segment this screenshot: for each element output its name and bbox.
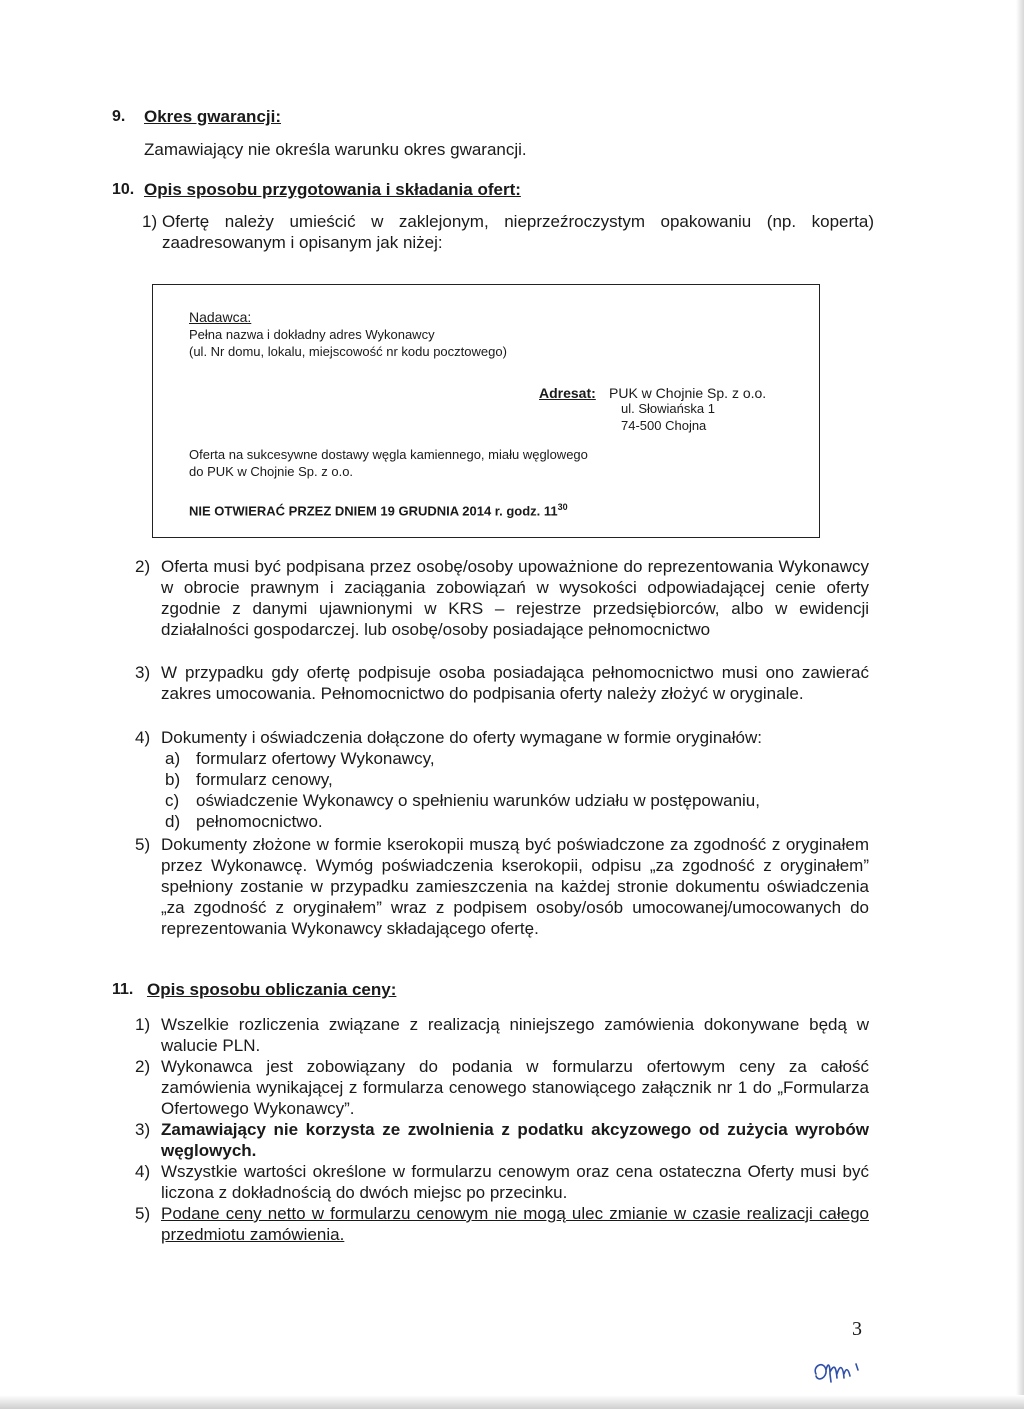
section-9-number: 9.	[112, 108, 126, 125]
item-4-sub-c-text: oświadczenie Wykonawcy o spełnieniu warunków udziału w postępowaniu,	[196, 791, 760, 810]
page-bottom-shadow	[0, 1395, 1024, 1409]
item-4-sub-b-letter: b)	[165, 770, 181, 789]
section-11-item-3-number: 3)	[135, 1120, 151, 1139]
section-9-text: Zamawiający nie określa warunku okres gwarancji.	[144, 140, 527, 159]
section-11-item-4-text: Wszystkie wartości określone w formularzu cenowym oraz cena ostateczna Oferty musi być liczona z dokładnością do dwóch miejsc po przecinku.	[161, 1162, 869, 1202]
section-9-title: Okres gwarancji:	[144, 107, 282, 126]
addressee-line-2: ul. Słowiańska 1	[621, 401, 715, 416]
section-10-item-4-text: Dokumenty i oświadczenia dołączone do oferty wymagane w formie oryginałów:	[161, 728, 762, 747]
item-4-sub-c-letter: c)	[165, 791, 180, 810]
item-4-sub-d-text: pełnomocnictwo.	[196, 812, 323, 831]
addressee-line-1: PUK w Chojnie Sp. z o.o.	[609, 385, 767, 401]
addressee-line-3: 74-500 Chojna	[621, 418, 707, 433]
offer-line-1: Oferta na sukcesywne dostawy węgla kamiennego, miału węglowego	[189, 447, 588, 462]
offer-line-2: do PUK w Chojnie Sp. z o.o.	[189, 464, 354, 479]
section-10-item-1-line-1: Ofertę należy umieścić w zaklejonym, nieprzeźroczystym opakowaniu (np. koperta)	[162, 212, 874, 231]
sender-label: Nadawca:	[189, 309, 252, 325]
section-11-item-5-text: Podane ceny netto w formularzu cenowym nie mogą ulec zmianie w czasie realizacji całego przedmiotu zamówienia.	[161, 1204, 869, 1244]
sender-line-1: Pełna nazwa i dokładny adres Wykonawcy	[189, 327, 435, 342]
section-10-number: 10.	[112, 181, 135, 198]
page-number: 3	[852, 1318, 862, 1340]
section-11-item-2-text: Wykonawca jest zobowiązany do podania w formularzu ofertowym ceny za całość zamówienia wynikającej z formularza cenowego stanowiącego załącznik nr 1 do „Formularza Ofertowego Wykonawcy”.	[161, 1057, 869, 1118]
section-10-item-3-text: W przypadku gdy ofertę podpisuje osoba posiadająca pełnomocnictwo musi ono zawierać zakres umocowania. Pełnomocnictwo do podpisania oferty należy złożyć w oryginale.	[161, 663, 869, 703]
section-10-item-5-text: Dokumenty złożone w formie kserokopii muszą być poświadczone za zgodność z oryginałem przez Wykonawcę. Wymóg poświadczenia kserokopii, odpisu „za zgodność z oryginałem” spełniony zostanie w przypadku zamieszczenia na każdej stronie dokumentu oświadczenia „za zgodność z oryginałem” wraz z podpisem osoby/osób umocowanej/umocowanych do reprezentowania Wykonawcy składającego ofertę.	[161, 835, 869, 938]
addressee-label: Adresat:	[539, 385, 596, 401]
section-10-item-2-text: Oferta musi być podpisana przez osobę/osoby upoważnione do reprezentowania Wykonawcy w obrocie prawnym i zaciągania zobowiązań w wysokości odpowiadającej cenie oferty zgodnie z danymi ujawnionymi w KRS – rejestrze przedsiębiorców, albo w ewidencji działalności gospodarczej. lub osobę/osoby posiadające pełnomocnictwo	[161, 557, 869, 639]
item-4-sub-a-text: formularz ofertowy Wykonawcy,	[196, 749, 435, 768]
section-10-item-5-number: 5)	[135, 835, 151, 854]
section-11-number: 11.	[112, 981, 134, 998]
section-11-item-3-text: Zamawiający nie korzysta ze zwolnienia z podatku akcyzowego od zużycia wyrobów węglowych.	[161, 1120, 869, 1160]
section-11-item-1-text: Wszelkie rozliczenia związane z realizacją niniejszego zamówienia dokonywane będą w walucie PLN.	[161, 1015, 869, 1055]
section-10-item-3-number: 3)	[135, 663, 151, 682]
handwritten-initials-signature	[810, 1352, 870, 1392]
notice-time-minutes: 30	[557, 502, 568, 512]
page-edge-shadow	[1016, 0, 1024, 1409]
sender-line-2: (ul. Nr domu, lokalu, miejscowość nr kodu pocztowego)	[189, 344, 507, 359]
section-11-item-2-number: 2)	[135, 1057, 151, 1076]
section-11-item-1-number: 1)	[135, 1015, 151, 1034]
section-10-item-2-number: 2)	[135, 557, 151, 576]
item-4-sub-a-letter: a)	[165, 749, 181, 768]
item-4-sub-b-text: formularz cenowy,	[196, 770, 333, 789]
section-10-item-1-number: 1)	[142, 212, 158, 231]
section-11-item-4-number: 4)	[135, 1162, 151, 1181]
section-10-item-1-line-2: zaadresowanym i opisanym jak niżej:	[162, 233, 443, 252]
section-10-item-4-number: 4)	[135, 728, 151, 747]
item-4-sub-d-letter: d)	[165, 812, 181, 831]
section-11-title: Opis sposobu obliczania ceny:	[147, 980, 397, 999]
section-10-title: Opis sposobu przygotowania i składania ofert:	[144, 180, 521, 199]
notice-text: NIE OTWIERAĆ PRZEZ DNIEM 19 GRUDNIA 2014 r. godz. 11	[189, 503, 558, 519]
envelope-label-box	[152, 284, 820, 538]
section-11-item-5-number: 5)	[135, 1204, 151, 1223]
do-not-open-notice	[189, 499, 568, 519]
